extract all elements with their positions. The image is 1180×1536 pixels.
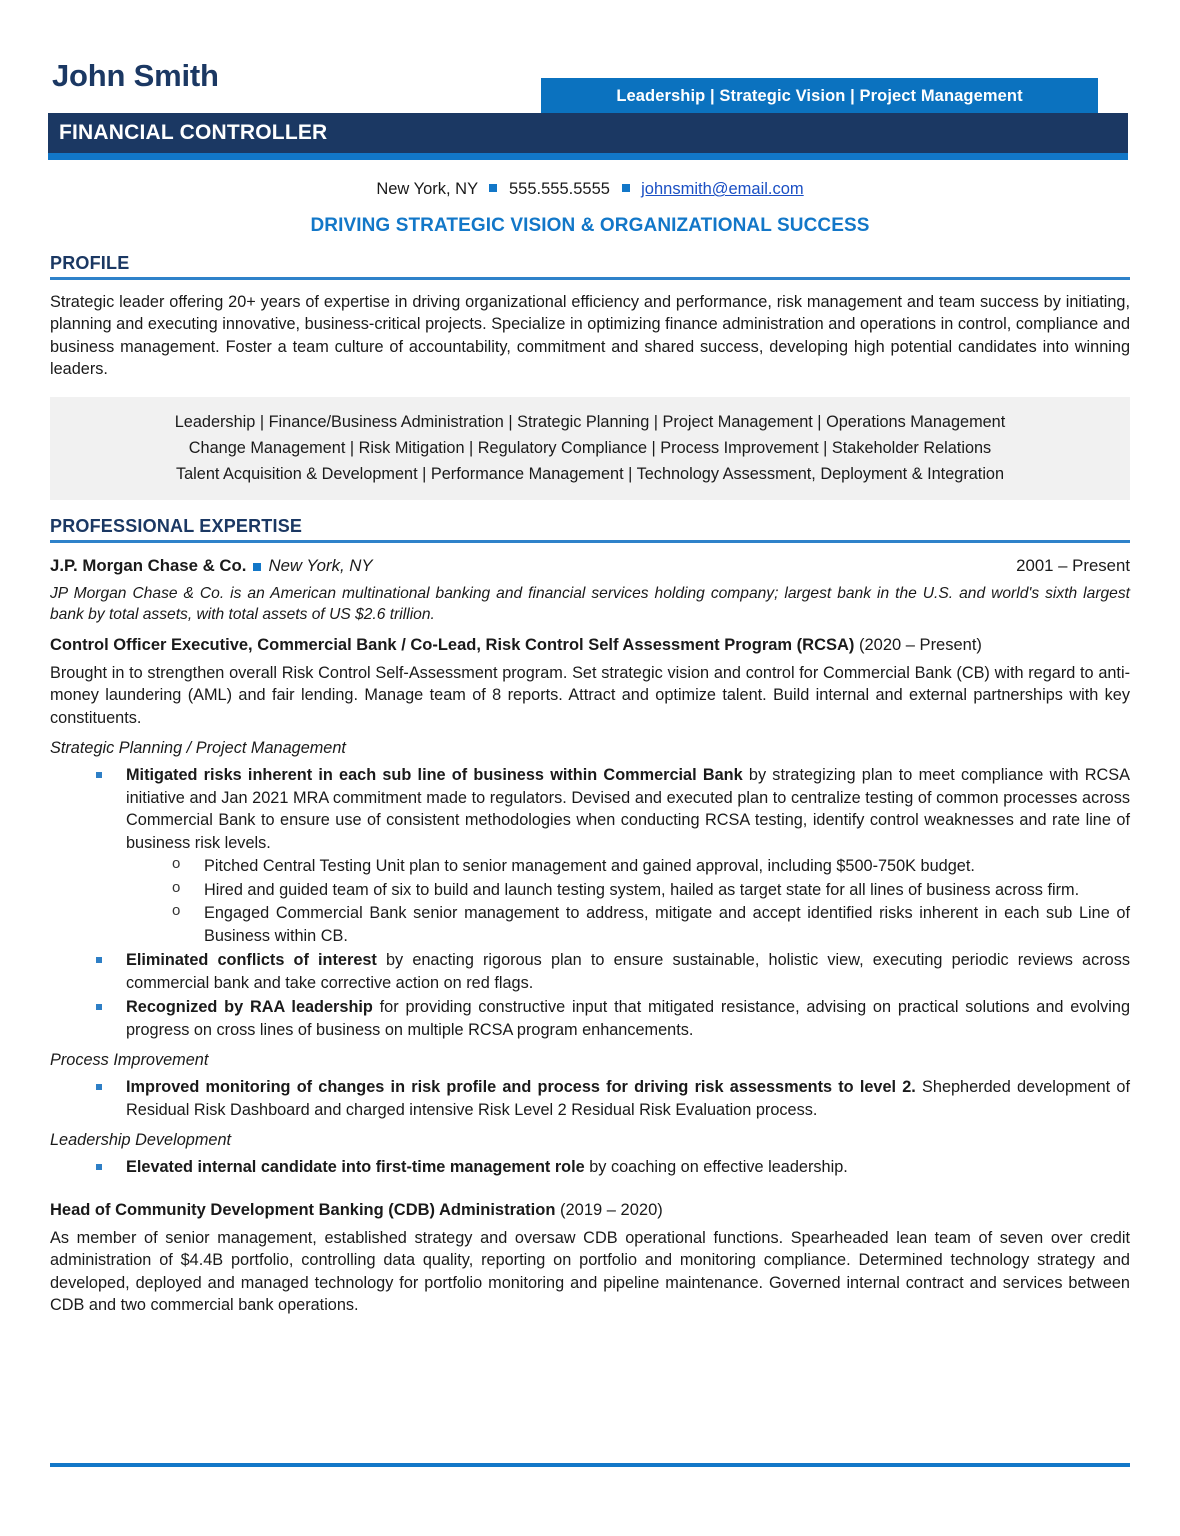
list-item-lead: Mitigated risks inherent in each sub line of business within Commercial Bank bbox=[126, 766, 743, 785]
role-title: Head of Community Development Banking (CDB) Administration bbox=[50, 1200, 556, 1219]
role-summary: Brought in to strengthen overall Risk Control Self-Assessment program. Set strategic vision and control for Commercial Bank (CB) with regard to anti-money laundering (AML) and fair lending. Manage team of 8 reports. Attract and optimize talent. Build internal and external partnerships with key constituents. bbox=[50, 663, 1130, 727]
section-heading-expertise: PROFESSIONAL EXPERTISE bbox=[50, 516, 1130, 543]
page-title: John Smith bbox=[52, 58, 219, 93]
list-item-lead: Eliminated conflicts of interest bbox=[126, 951, 377, 970]
company-dates: 2001 – Present bbox=[1016, 556, 1130, 576]
core-competencies-box bbox=[50, 397, 1130, 500]
list-item-lead: Elevated internal candidate into first-time management role bbox=[126, 1158, 585, 1177]
role-summary: As member of senior management, established strategy and oversaw CDB operational functions. Spearheaded lean team of seven over credit administration of $4.4B portfolio, controlling data quality, reporting on portfolio and monitoring compliance. Determined technology strategy and developed, deployed and managed technology for portfolio monitoring and pipeline maintenance. Governed internal contract and services between CDB and two commercial bank operations. bbox=[50, 1228, 1130, 1315]
headline: DRIVING STRATEGIC VISION & ORGANIZATIONAL SUCCESS bbox=[310, 215, 870, 236]
achievement-list bbox=[50, 1156, 1130, 1178]
resume-header bbox=[0, 0, 1180, 168]
list-item-lead: Improved monitoring of changes in risk profile and process for driving risk assessments to level 2. bbox=[126, 1078, 916, 1097]
square-separator-icon bbox=[489, 184, 497, 192]
sub-list-item: o Engaged Commercial Bank senior management to address, mitigate and accept identified risks inherent in each sub Line of Business within CB. bbox=[172, 902, 1130, 947]
list-item: Mitigated risks inherent in each sub line of business within Commercial Bank by strategizing plan to meet compliance with RCSA initiative and Jan 2021 MRA commitment made to regulators. Devised and executed plan to centralize testing of common processes across Commercial Bank to ensure use of consistent methodologies when conducting RCSA testing, identify control weaknesses and rate line of business risk levels. o Pitched Central Testing Unit plan to senior management and gained approval, including $500-750K budget. o Hired and guided team of six to build and launch testing system, hailed as target state for all lines of business across firm. o Engaged Commercial Bank senior management to address, mitigate and accept identified risks inherent in each sub Line of Business within CB. bbox=[94, 764, 1130, 947]
role-heading-2 bbox=[50, 1201, 1130, 1220]
section-heading-profile: PROFILE bbox=[50, 253, 1130, 280]
resume-body bbox=[0, 253, 1180, 1317]
sub-list-item: o Pitched Central Testing Unit plan to senior management and gained approval, including $500-750K budget. bbox=[172, 855, 1130, 877]
competency-line: Leadership | Finance/Business Administration | Strategic Planning | Project Management | Operations Management bbox=[174, 412, 1006, 431]
company-location: New York, NY bbox=[268, 556, 373, 576]
achievement-group-subhead: Leadership Development bbox=[50, 1131, 232, 1150]
list-item: Eliminated conflicts of interest by enacting rigorous plan to ensure sustainable, holistic view, executing periodic reviews across commercial bank and take corrective action on red flags. bbox=[94, 949, 1130, 994]
profile-summary: Strategic leader offering 20+ years of expertise in driving organizational efficiency and performance, risk management and team success by initiating, planning and executing innovative, business-critical projects. Specialize in optimizing finance administration and operations in control, compliance and business management. Foster a team culture of accountability, commitment and shared success, developing high potential candidates into winning leaders. bbox=[50, 293, 1130, 379]
job-title: FINANCIAL CONTROLLER bbox=[59, 121, 328, 144]
company-name: J.P. Morgan Chase & Co. bbox=[50, 556, 247, 576]
square-separator-icon bbox=[253, 563, 261, 571]
job-title-bar bbox=[48, 113, 1128, 153]
contact-line bbox=[0, 180, 1180, 199]
square-separator-icon bbox=[622, 184, 630, 192]
achievement-sublist bbox=[126, 855, 1130, 947]
competency-line: Change Management | Risk Mitigation | Regulatory Compliance | Process Improvement | Stakeholder Relations bbox=[188, 439, 992, 457]
sub-list-item: o Hired and guided team of six to build and launch testing system, hailed as target state for all lines of business across firm. bbox=[172, 879, 1130, 901]
role-title: Control Officer Executive, Commercial Bank / Co-Lead, Risk Control Self Assessment Program (RCSA) bbox=[50, 635, 855, 654]
list-item: Elevated internal candidate into first-time management role by coaching on effective leadership. bbox=[94, 1156, 1130, 1178]
contact-location: New York, NY bbox=[376, 180, 478, 198]
contact-phone: 555.555.5555 bbox=[509, 180, 610, 198]
achievement-list bbox=[50, 1076, 1130, 1121]
achievement-list bbox=[50, 764, 1130, 1041]
competency-line: Talent Acquisition & Development | Performance Management | Technology Assessment, Deployment & Integration bbox=[175, 465, 1005, 484]
role-dates: (2019 – 2020) bbox=[560, 1200, 663, 1219]
header-accent-rule bbox=[48, 153, 1128, 160]
achievement-group-subhead: Process Improvement bbox=[50, 1051, 209, 1070]
list-item-lead: Recognized by RAA leadership bbox=[126, 998, 373, 1017]
achievement-group-subhead: Strategic Planning / Project Management bbox=[50, 739, 346, 758]
company-row bbox=[50, 556, 1130, 576]
company-description: JP Morgan Chase & Co. is an American multinational banking and financial services holding company; largest bank in the U.S. and world's sixth largest bank by total assets, with total assets of US $2.6 trillion. bbox=[50, 585, 1130, 624]
tagline-badge: Leadership | Strategic Vision | Project Management bbox=[541, 78, 1098, 114]
list-item: Improved monitoring of changes in risk profile and process for driving risk assessments to level 2. Shepherded development of Residual Risk Dashboard and charged intensive Risk Level 2 Residual Risk Evaluation process. bbox=[94, 1076, 1130, 1121]
list-item: Recognized by RAA leadership for providing constructive input that mitigated resistance, advising on practical solutions and evolving progress on cross lines of business on multiple RCSA program enhancements. bbox=[94, 996, 1130, 1041]
achievement-groups bbox=[50, 739, 1130, 1178]
footer-accent-rule bbox=[50, 1463, 1130, 1467]
role-dates: (2020 – Present) bbox=[859, 635, 982, 654]
role-heading-1 bbox=[50, 636, 1130, 655]
contact-email-link[interactable]: johnsmith@email.com bbox=[641, 180, 804, 198]
